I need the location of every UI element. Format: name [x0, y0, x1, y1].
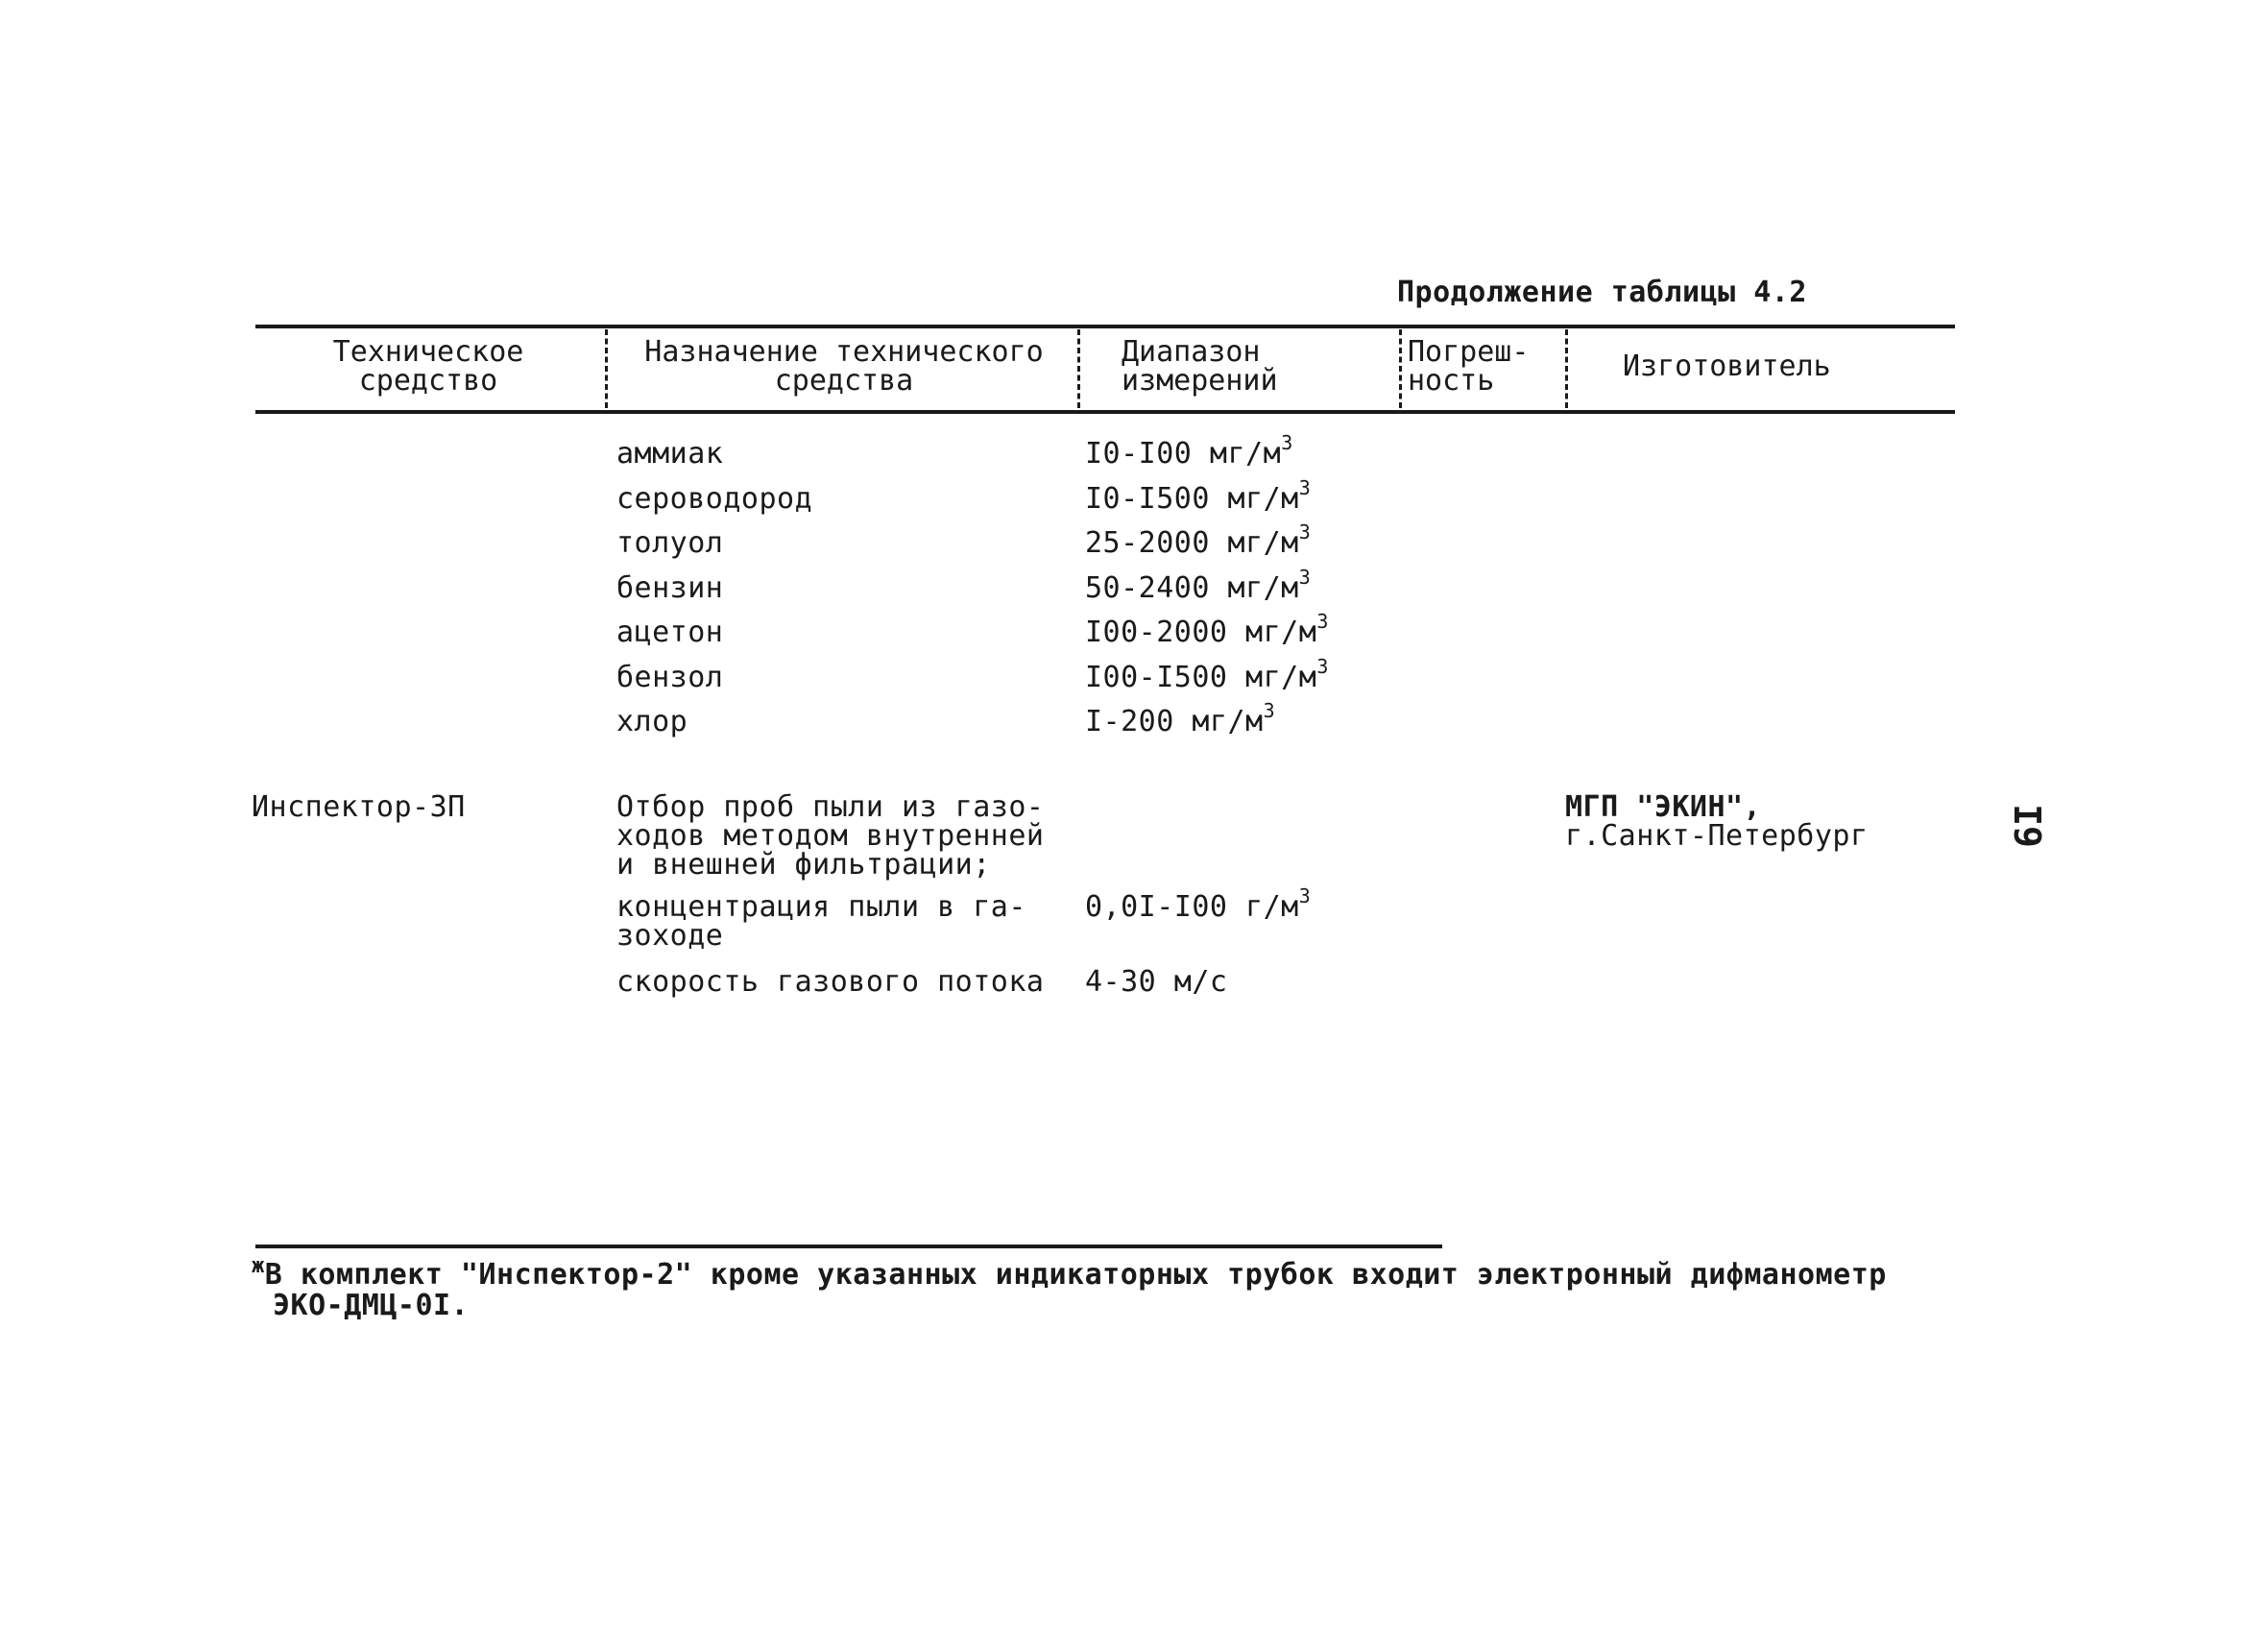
purpose-line: и внешней фильтрации; — [616, 848, 991, 882]
footnote-line — [252, 1254, 1887, 1292]
header-line: Техническое — [332, 335, 524, 369]
manufacturer-line: г.Санкт-Петербург — [1565, 819, 1869, 853]
exponent: 3 — [1298, 565, 1312, 589]
header-technical-means — [255, 335, 601, 398]
exponent: 3 — [1316, 610, 1329, 633]
gas-speed-label: скорость газового потока — [616, 965, 1045, 999]
header-line: средства — [774, 364, 914, 398]
gas-name: сероводород — [616, 481, 813, 516]
column-separator — [1399, 329, 1405, 408]
header-line: Диапазон — [1122, 335, 1261, 369]
device-name: Инспектор-3П — [252, 790, 466, 824]
gas-name: аммиак — [616, 437, 724, 471]
exponent: 3 — [1298, 475, 1312, 499]
gas-range-value: I00-2000 мг/м — [1085, 616, 1317, 649]
gas-range-value: I-200 мг/м — [1085, 705, 1264, 738]
exponent: 3 — [1298, 520, 1312, 544]
header-purpose — [615, 335, 1074, 398]
header-line: Назначение технического — [644, 335, 1044, 369]
gas-range — [1085, 431, 1329, 485]
exponent: 3 — [1316, 654, 1329, 678]
gas-name: ацетон — [616, 616, 724, 649]
device-purpose — [616, 790, 1045, 882]
conc-line: зоходе — [616, 919, 724, 953]
footnote-rule — [255, 1245, 1442, 1248]
manufacturer-line: МГП "ЭКИН", — [1565, 790, 1762, 824]
gas-range-value: I0-I00 мг/м — [1085, 437, 1282, 471]
gas-ranges-list — [1085, 431, 1329, 753]
exponent: 3 — [1298, 884, 1312, 907]
gas-range — [1085, 610, 1329, 664]
header-line: Погреш- — [1408, 335, 1530, 369]
conc-line: концентрация пыли в га- — [616, 890, 1026, 924]
gas-range-value: I0-I500 мг/м — [1085, 481, 1299, 516]
page-number: I9 — [2005, 804, 2048, 848]
header-range — [1122, 335, 1278, 398]
footnote-text: В комплект "Инспектор-2" кроме указанных индикаторных трубок входит электронный дифманометр — [264, 1258, 1887, 1292]
gas-name: толуол — [616, 526, 724, 560]
gas-range-value: 25-2000 мг/м — [1085, 526, 1299, 560]
header-manufacturer: Изготовитель — [1623, 350, 1831, 383]
footnote-mark: ж — [252, 1254, 265, 1278]
dust-concentration-range — [1085, 884, 1312, 924]
table-header-bottom-rule — [255, 410, 1955, 414]
footnote — [252, 1254, 1887, 1322]
exponent: 3 — [1281, 431, 1293, 454]
header-line: измерений — [1122, 364, 1278, 398]
header-line: ность — [1408, 364, 1495, 398]
gas-name: бензол — [616, 660, 724, 694]
purpose-line: Отбор проб пыли из газо- — [616, 790, 1045, 824]
footnote-line: ЭКО-ДМЦ-0I. — [273, 1289, 470, 1322]
gas-name: бензин — [616, 570, 724, 605]
column-separator — [1077, 329, 1083, 408]
gas-range — [1085, 699, 1329, 753]
gas-range — [1085, 565, 1329, 619]
header-line: средство — [358, 364, 498, 398]
gas-names-list — [616, 437, 813, 753]
gas-range — [1085, 654, 1329, 709]
table-top-rule — [255, 325, 1955, 328]
table-caption: Продолжение таблицы 4.2 — [1397, 276, 1807, 309]
purpose-line: ходов методом внутренней — [616, 819, 1045, 853]
exponent: 3 — [1263, 699, 1276, 722]
conc-range-value: 0,0I-I00 г/м — [1085, 890, 1299, 924]
gas-speed-range: 4-30 м/с — [1085, 965, 1228, 999]
gas-range-value: I00-I500 мг/м — [1085, 660, 1317, 694]
column-separator — [605, 329, 611, 408]
column-separator — [1565, 329, 1571, 408]
gas-range — [1085, 520, 1329, 574]
header-error — [1408, 335, 1530, 398]
manufacturer — [1565, 790, 1869, 853]
gas-range — [1085, 475, 1329, 530]
gas-name: хлор — [616, 705, 688, 738]
gas-range-value: 50-2400 мг/м — [1085, 570, 1299, 605]
dust-concentration-label — [616, 890, 1026, 953]
